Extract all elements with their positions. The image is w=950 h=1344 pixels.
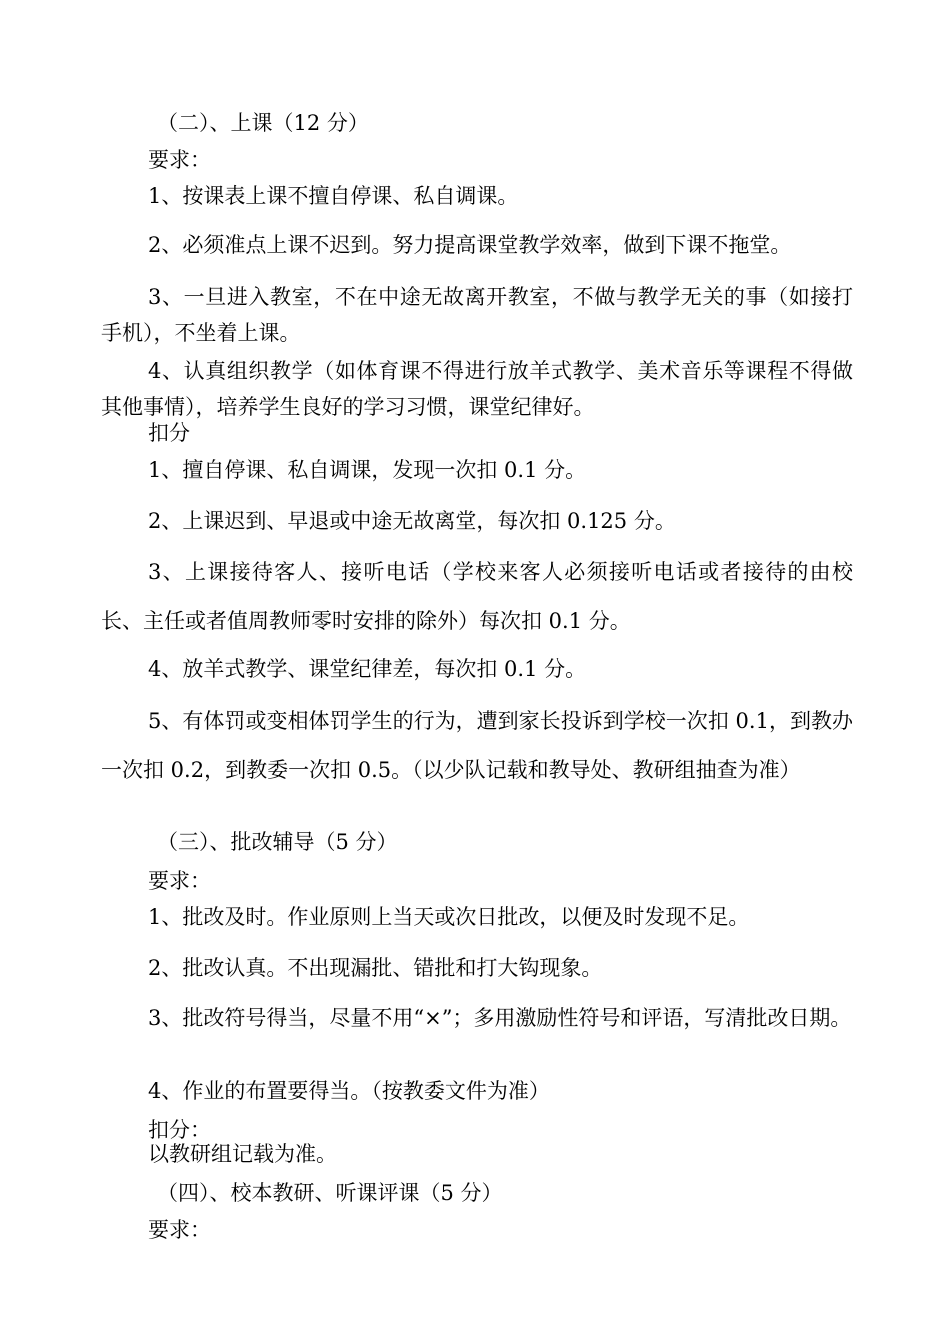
section-2-deduction-2: 2、上课迟到、早退或中途无故离堂，每次扣 0.125 分。 [148, 509, 676, 533]
section-3-requirement-2: 2、批改认真。不出现漏批、错批和打大钩现象。 [148, 956, 603, 980]
section-2-requirements-label: 要求： [148, 148, 211, 172]
section-2-deduction-4: 4、放羊式教学、课堂纪律差，每次扣 0.1 分。 [148, 657, 587, 681]
section-3-requirements-label: 要求： [148, 869, 211, 893]
section-2-deduction-5: 5、有体罚或变相体罚学生的行为，遭到家长投诉到学校一次扣 0.1，到教办一次扣 0.2，到教委一次扣 0.5。（以少队记载和教导处、教研组抽查为准） [101, 709, 853, 782]
section-3-requirement-3: 3、批改符号得当，尽量不用“×”；多用激励性符号和评语，写清批改日期。 [148, 1006, 852, 1030]
section-3-requirement-1: 1、批改及时。作业原则上当天或次日批改，以便及时发现不足。 [148, 905, 750, 929]
section-2-requirement-4: 4、认真组织教学（如体育课不得进行放羊式教学、美术音乐等课程不得做其他事情），培养学生良好的学习习惯，课堂纪律好。 [101, 359, 853, 419]
section-4-requirements-label: 要求： [148, 1218, 211, 1242]
section-2-requirement-3: 3、一旦进入教室，不在中途无故离开教室，不做与教学无关的事（如接打手机），不坐着上课。 [101, 285, 853, 345]
section-2-deduction-1: 1、擅自停课、私自调课，发现一次扣 0.1 分。 [148, 458, 587, 482]
section-3-deduction-text: 以教研组记载为准。 [148, 1142, 337, 1166]
section-3-heading: （三）、批改辅导（5 分） [157, 830, 398, 854]
section-3-deduction-label: 扣分： [148, 1118, 211, 1142]
section-2-deduction-label: 扣分 [148, 421, 190, 445]
section-3-requirement-4: 4、作业的布置要得当。（按教委文件为准） [148, 1079, 550, 1103]
section-2-requirement-1: 1、按课表上课不擅自停课、私自调课。 [148, 184, 519, 208]
section-2-deduction-3: 3、上课接待客人、接听电话（学校来客人必须接听电话或者接待的由校长、主任或者值周教师零时安排的除外）每次扣 0.1 分。 [101, 560, 853, 633]
section-2-heading: （二）、上课（12 分） [157, 111, 369, 135]
section-2-requirement-2: 2、必须准点上课不迟到。努力提高课堂教学效率，做到下课不拖堂。 [148, 233, 792, 257]
section-4-heading: （四）、校本教研、听课评课（5 分） [157, 1181, 503, 1205]
